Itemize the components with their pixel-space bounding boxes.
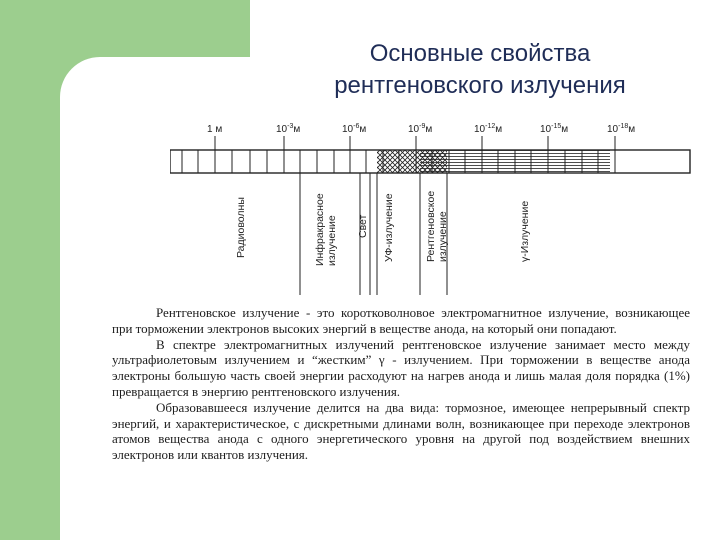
decorative-green-bar xyxy=(0,0,250,57)
scale-label: $10^{-15}м$ xyxy=(540,123,569,135)
scale-label: $10^{-18}м$ xyxy=(607,123,636,135)
scale-label: $10^{-3}м$ xyxy=(276,123,301,135)
title-line-1: Основные свойства xyxy=(369,40,591,68)
spectrum-strip xyxy=(170,150,690,173)
body-text xyxy=(112,305,690,463)
band-label: γ-Излучение xyxy=(519,200,531,262)
decorative-green-sidebar xyxy=(0,57,60,540)
paragraph-3: Образовавшееся излучение делится на два вида: тормозное, имеющее непрерывный спектр энергий, и характеристическое, с дискретными длинами волн, возникающее при переходе электронов атомов вещества анода с одного энергетического уровня на другой под воздействием внешних электронов или квантов излучения. xyxy=(112,399,690,463)
paragraph-1: Рентгеновское излучение - это коротковолновое электромагнитное излучение, возникающее при торможении электронов высоких энергий в веществе анода, на который они попадают. xyxy=(112,305,690,336)
paragraph-2: В спектре электромагнитных излучений рентгеновское излучение занимает место между ультрафиолетовым излучением и “жестким” γ - излучением. При торможении в веществе анода электроны большую часть своей энергии расходуют на нагрев анода и лишь малая доля порядка (1%) превращается в энергию рентгеновского излучения. xyxy=(112,336,690,399)
band-label: Свет xyxy=(357,214,369,238)
band-label: Инфракрасное xyxy=(314,193,326,266)
scale-label: 1 м xyxy=(207,124,223,135)
electromagnetic-spectrum-diagram xyxy=(170,110,700,300)
scale-label: $10^{-9}м$ xyxy=(408,123,433,135)
band-label: излучение xyxy=(437,211,449,262)
band-label: Рентгеновское xyxy=(425,190,437,262)
band-labels xyxy=(235,191,531,266)
band-label: УФ-излучение xyxy=(383,193,395,262)
scale-label: $10^{-12}м$ xyxy=(474,123,503,135)
band-label: Радиоволны xyxy=(235,197,247,258)
scale-label: $10^{-6}м$ xyxy=(342,123,367,135)
scale-ticks xyxy=(215,136,615,150)
decorative-rounded-corner xyxy=(60,57,140,137)
title-line-2: рентгеновского излучения xyxy=(334,72,626,100)
wavelength-scale-labels xyxy=(207,123,635,135)
slide-title xyxy=(260,38,700,102)
band-label: излучение xyxy=(326,215,338,266)
